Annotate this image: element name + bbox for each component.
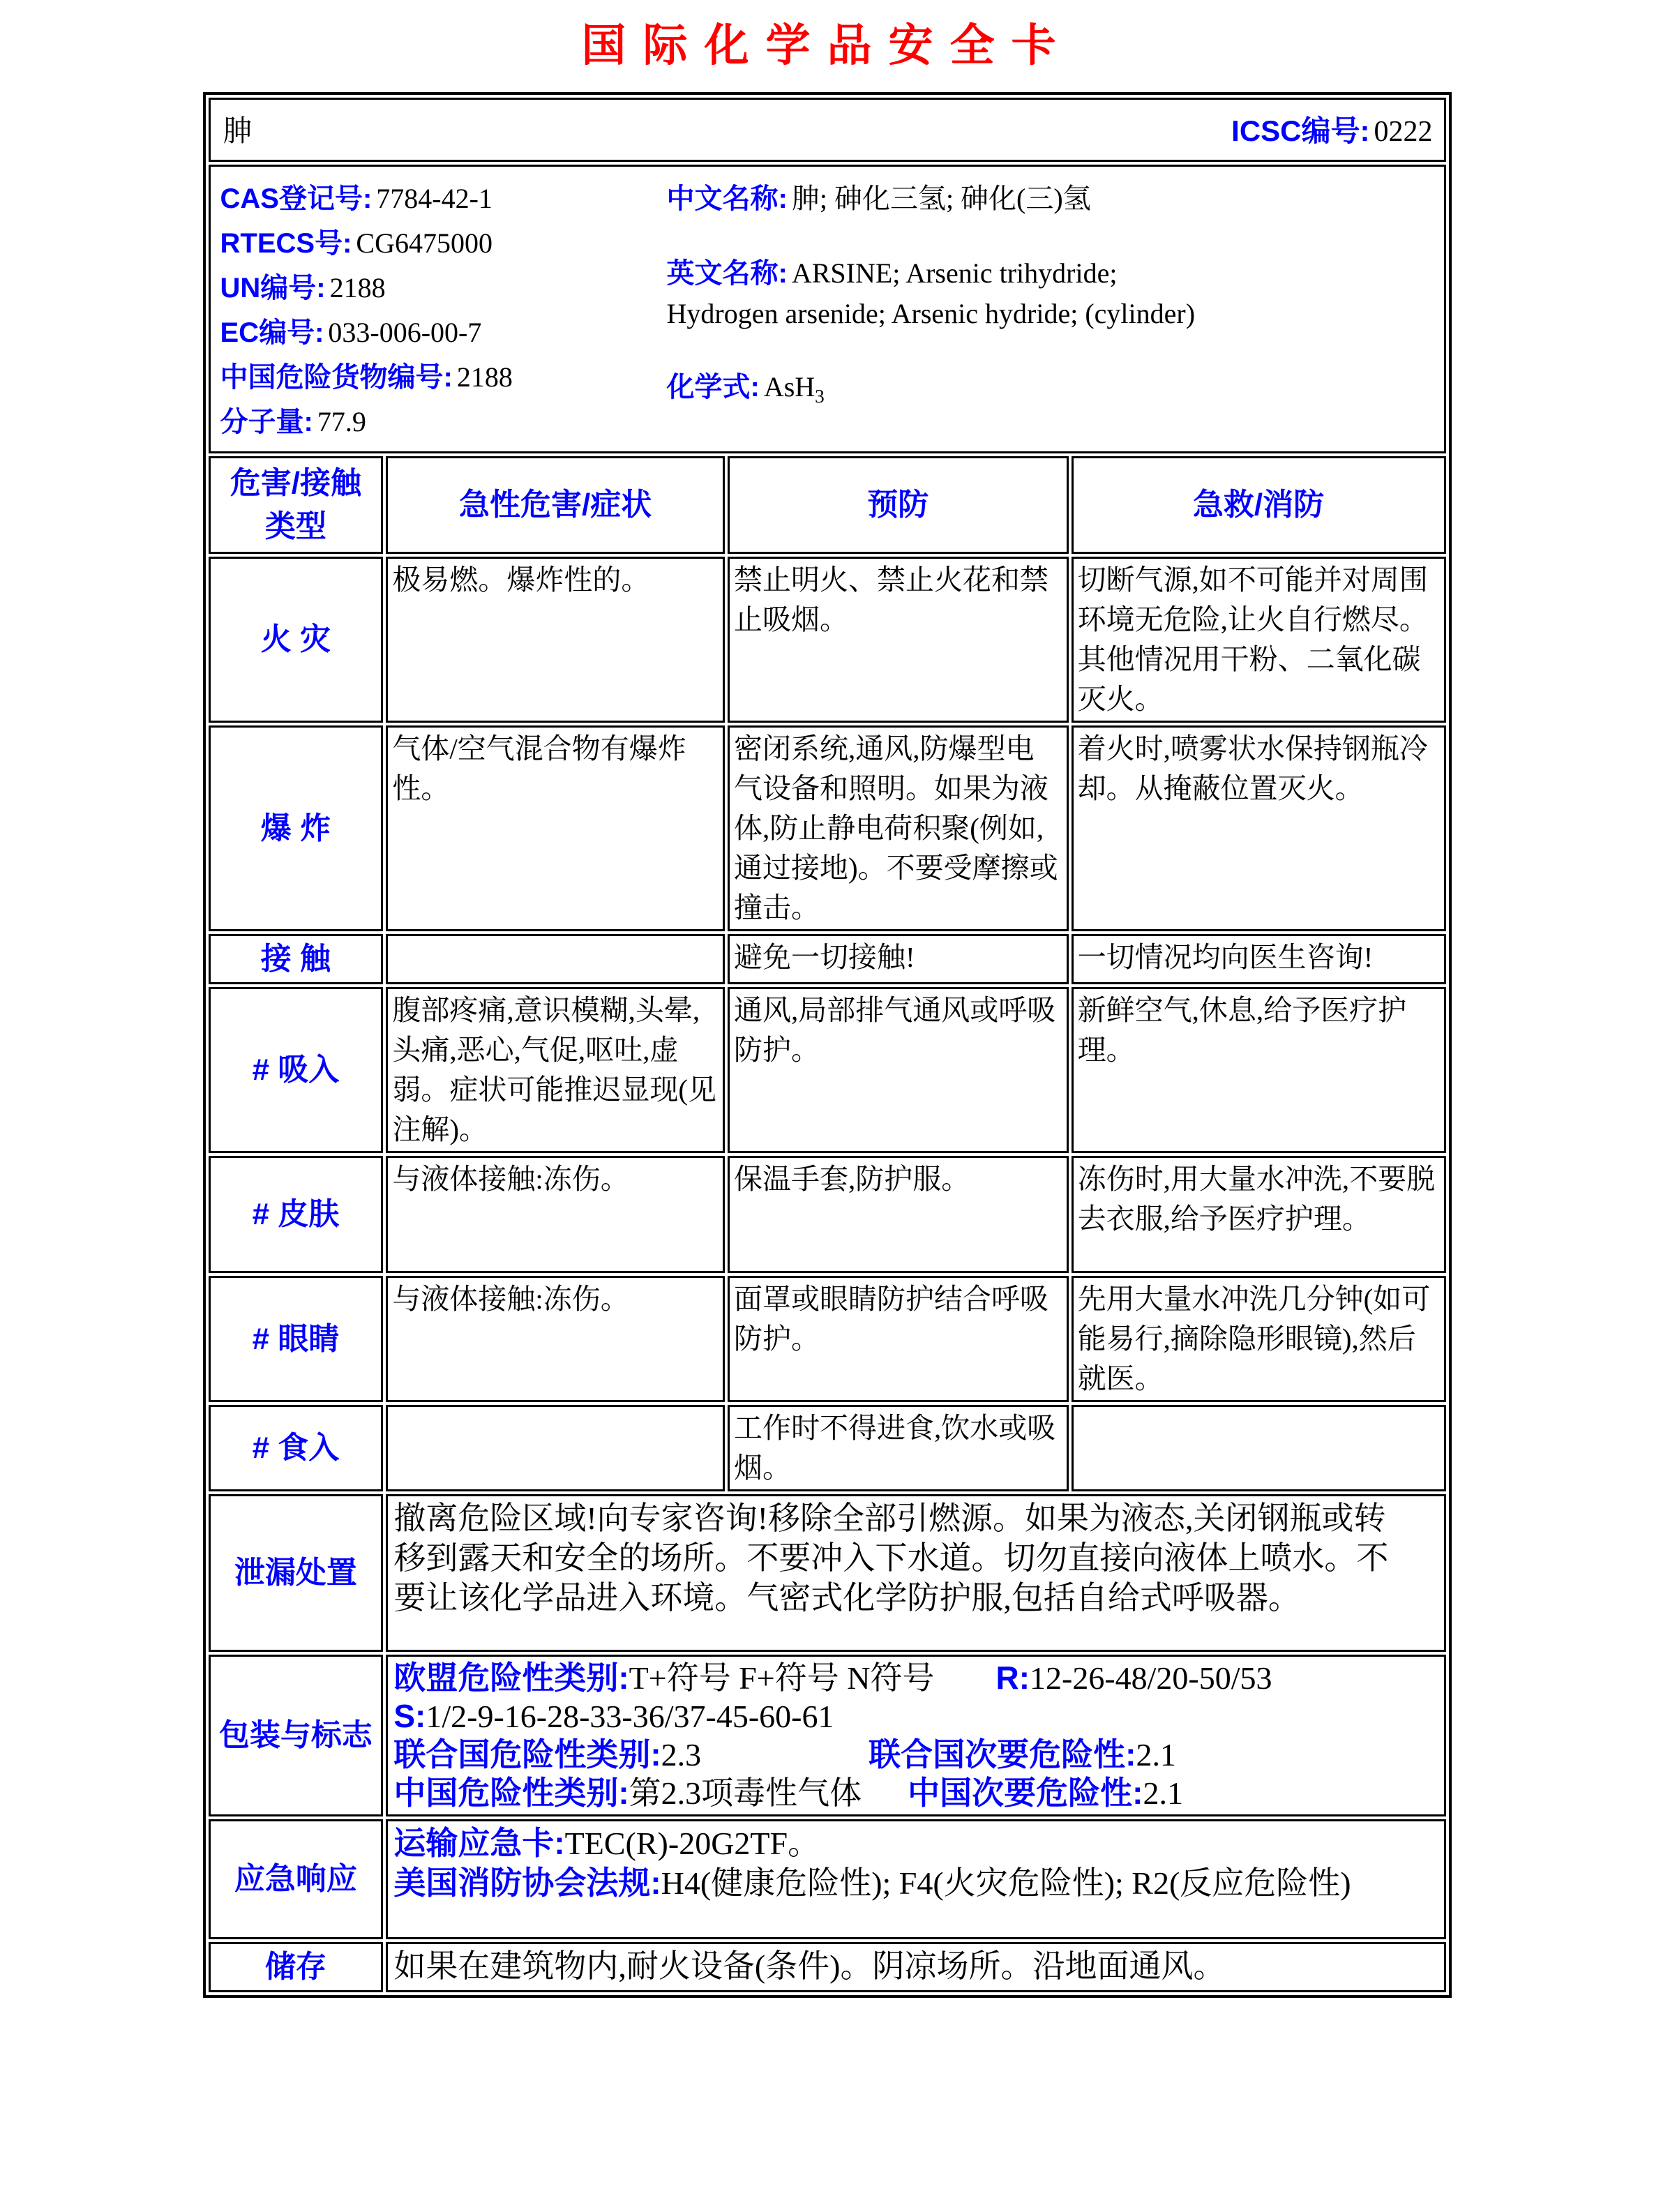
un-subsidiary-risk-value: 2.1 (1136, 1737, 1176, 1773)
eu-hazard-class-label: 欧盟危险性类别: (393, 1660, 629, 1696)
skin-symptoms-cell: 与液体接触:冻伤。 (386, 1156, 725, 1273)
ec-number-value: 033-006-00-7 (328, 317, 482, 348)
un-hazard-class-value: 2.3 (661, 1737, 702, 1773)
header-acute-hazards: 急性危害/症状 (386, 456, 725, 554)
ingestion-first-aid-cell (1072, 1405, 1446, 1491)
header-hazard-type (209, 456, 384, 554)
hazard-row-fire (209, 557, 1446, 723)
english-name-label: 英文名称: (666, 258, 788, 289)
china-dg-number-label: 中国危险货物编号: (220, 362, 453, 393)
r-phrases-value: 12-26-48/20-50/53 (1030, 1660, 1272, 1696)
hazard-row-explosion (209, 725, 1446, 931)
spill-disposal-row (209, 1494, 1446, 1652)
transport-emergency-card-label: 运输应急卡: (393, 1825, 565, 1861)
packaging-labelling-cell (386, 1655, 1445, 1816)
icsc-card-table (203, 92, 1452, 1998)
explosion-symptoms-cell: 气体/空气混合物有爆炸性。 (386, 725, 725, 931)
eyes-symptoms-cell: 与液体接触:冻伤。 (386, 1276, 725, 1402)
eyes-row-label: # 眼睛 (209, 1276, 384, 1402)
chinese-name-label: 中文名称: (666, 183, 788, 214)
explosion-row-label: 爆 炸 (209, 725, 384, 931)
hazard-table-header-row (209, 456, 1446, 554)
exposure-first-aid-cell: 一切情况均向医生咨询! (1072, 934, 1446, 984)
cas-number-label: CAS登记号: (220, 183, 373, 214)
hazard-row-skin (209, 1156, 1446, 1273)
un-number-label: UN编号: (220, 273, 326, 303)
molecular-weight-line (220, 400, 667, 444)
nfpa-code-value: H4(健康危险性); F4(火灾危险性); R2(反应危险性) (661, 1865, 1351, 1901)
chemical-formula-label: 化学式: (666, 372, 760, 402)
rtecs-number-value: CG6475000 (356, 227, 493, 259)
china-subsidiary-risk-label: 中国次要危险性: (908, 1775, 1143, 1811)
english-name-value: ARSINE; Arsenic trihydride; Hydrogen arsenide; Arsenic hydride; (cylinder) (666, 257, 1196, 329)
inhalation-first-aid-cell: 新鲜空气,休息,给予医疗护理。 (1072, 987, 1446, 1153)
identification-left-column (220, 176, 667, 444)
page-title: 国际化学品安全卡 (581, 21, 1073, 70)
skin-row-label: # 皮肤 (209, 1156, 384, 1273)
icsc-number-group (1231, 108, 1432, 150)
storage-text: 如果在建筑物内,耐火设备(条件)。阴凉场所。沿地面通风。 (386, 1942, 1445, 1992)
fire-prevention-cell: 禁止明火、禁止火花和禁止吸烟。 (728, 557, 1069, 723)
exposure-row-label: 接 触 (209, 934, 384, 984)
ec-number-label: EC编号: (220, 317, 324, 348)
chemical-formula-value (763, 371, 825, 407)
china-hazard-class-value: 第2.3项毒性气体 (629, 1775, 862, 1811)
skin-first-aid-cell: 冻伤时,用大量水冲洗,不要脱去衣服,给予医疗护理。 (1072, 1156, 1446, 1273)
un-number-value: 2188 (329, 272, 386, 303)
fire-row-label: 火 灾 (209, 557, 384, 723)
chemical-name-cell (209, 98, 1446, 162)
icsc-number-label: ICSC编号: (1231, 114, 1370, 147)
china-dg-number-line (220, 355, 667, 400)
molecular-weight-value: 77.9 (317, 406, 366, 437)
ingestion-row-label: # 食入 (209, 1405, 384, 1491)
hazard-row-exposure (209, 934, 1446, 984)
nfpa-code-label: 美国消防协会法规: (393, 1865, 661, 1901)
inhalation-row-label: # 吸入 (209, 987, 384, 1153)
un-number-line (220, 266, 667, 310)
header-prevention: 预防 (728, 456, 1069, 554)
un-hazard-class-line (393, 1736, 1438, 1774)
emergency-response-label: 应急响应 (209, 1819, 384, 1939)
header-first-aid: 急救/消防 (1072, 456, 1446, 554)
ingestion-prevention-cell: 工作时不得进食,饮水或吸烟。 (728, 1405, 1069, 1491)
inhalation-symptoms-cell: 腹部疼痛,意识模糊,头晕,头痛,恶心,气促,呕吐,虚弱。症状可能推迟显现(见注解)。 (386, 987, 725, 1153)
header-hazard-type-line2: 类型 (264, 509, 326, 543)
china-subsidiary-risk-value: 2.1 (1143, 1775, 1183, 1811)
cas-number-line (220, 176, 667, 221)
explosion-first-aid-cell: 着火时,喷雾状水保持钢瓶冷却。从掩蔽位置灭火。 (1072, 725, 1446, 931)
transport-emergency-card-value: TEC(R)-20G2TF。 (564, 1826, 820, 1861)
spill-disposal-label: 泄漏处置 (209, 1494, 384, 1652)
china-dg-number-value: 2188 (456, 361, 513, 393)
s-phrases-line (393, 1697, 1438, 1736)
identification-cell (209, 165, 1446, 453)
inhalation-prevention-cell: 通风,局部排气通风或呼吸防护。 (728, 987, 1069, 1153)
eyes-first-aid-cell: 先用大量水冲洗几分钟(如可能易行,摘除隐形眼镜),然后就医。 (1072, 1276, 1446, 1402)
s-phrases-label: S: (393, 1698, 426, 1734)
emergency-response-cell (386, 1819, 1445, 1939)
chemical-name: 胂 (223, 116, 253, 148)
ec-number-line (220, 310, 667, 355)
identification-right-column (667, 176, 1225, 444)
china-hazard-class-line (393, 1774, 1438, 1812)
emergency-response-row (209, 1819, 1446, 1939)
rtecs-number-line (220, 221, 667, 266)
molecular-weight-label: 分子量: (220, 407, 313, 437)
spill-disposal-text: 撤离危险区域!向专家咨询!移除全部引燃源。如果为液态,关闭钢瓶或转移到露天和安全的场所。不要冲入下水道。切勿直接向液体上喷水。不要让该化学品进入环境。气密式化学防护服,包括自给式呼吸器。 (386, 1494, 1445, 1652)
explosion-prevention-cell: 密闭系统,通风,防爆型电气设备和照明。如果为液体,防止静电荷积聚(例如,通过接地)。不要受摩擦或撞击。 (728, 725, 1069, 931)
storage-label: 储存 (209, 1942, 384, 1992)
exposure-prevention-cell: 避免一切接触! (728, 934, 1069, 984)
chemical-name-row (209, 98, 1446, 162)
english-name-line (667, 253, 1225, 334)
hazard-row-inhalation (209, 987, 1446, 1153)
chinese-name-line (667, 176, 1225, 221)
packaging-labelling-row (209, 1655, 1446, 1816)
skin-prevention-cell: 保温手套,防护服。 (728, 1156, 1069, 1273)
chemical-formula-line (667, 365, 1225, 419)
un-hazard-class-label: 联合国危险性类别: (393, 1736, 661, 1773)
header-hazard-type-line1: 危害/接触 (230, 466, 362, 500)
ingestion-symptoms-cell (386, 1405, 725, 1491)
cas-number-value: 7784-42-1 (376, 183, 493, 214)
icsc-number-value: 0222 (1374, 116, 1433, 148)
formula-base: AsH (763, 371, 815, 402)
r-phrases-label: R: (995, 1660, 1030, 1696)
hazard-row-eyes (209, 1276, 1446, 1402)
exposure-symptoms-cell (386, 934, 725, 984)
rtecs-number-label: RTECS号: (220, 228, 352, 259)
chinese-name-value: 胂; 砷化三氢; 砷化(三)氢 (791, 183, 1091, 214)
hazard-row-ingestion (209, 1405, 1446, 1491)
un-subsidiary-risk-label: 联合国次要危险性: (869, 1736, 1136, 1773)
formula-subscript: 3 (815, 386, 825, 407)
eyes-prevention-cell: 面罩或眼睛防护结合呼吸防护。 (728, 1276, 1069, 1402)
storage-row (209, 1942, 1446, 1992)
china-hazard-class-label: 中国危险性类别: (393, 1775, 629, 1811)
packaging-labelling-label: 包装与标志 (209, 1655, 384, 1816)
identification-row (209, 165, 1446, 453)
eu-hazard-class-line (393, 1659, 1438, 1697)
fire-symptoms-cell: 极易燃。爆炸性的。 (386, 557, 725, 723)
eu-hazard-class-value: T+符号 F+符号 N符号 (629, 1660, 935, 1696)
fire-first-aid-cell: 切断气源,如不可能并对周围环境无危险,让火自行燃尽。其他情况用干粉、二氧化碳灭火。 (1072, 557, 1446, 723)
s-phrases-value: 1/2-9-16-28-33-36/37-45-60-61 (426, 1699, 834, 1734)
